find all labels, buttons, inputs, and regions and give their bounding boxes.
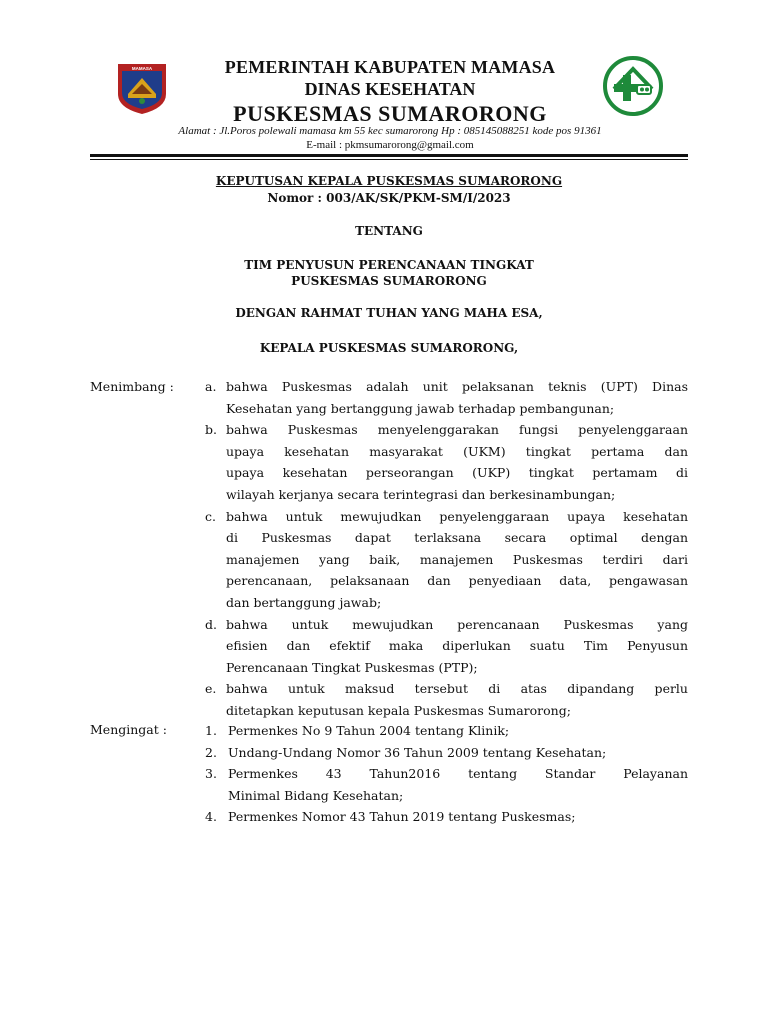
- header-puskesmas: PUSKESMAS SUMARORONG: [233, 101, 547, 126]
- svg-text:MAMASA: MAMASA: [131, 66, 153, 71]
- mengingat-item-line: Undang-Undang Nomor 36 Tahun 2009 tentang Kesehatan;: [228, 744, 607, 760]
- menimbang-marker: a.: [205, 379, 217, 394]
- menimbang-marker: d.: [205, 616, 217, 632]
- menimbang-item-line: Kesehatan yang bertanggung jawab terhadap pembangunan;: [226, 400, 615, 416]
- subject-line-2: PUSKESMAS SUMARORONG: [291, 274, 487, 288]
- mengingat-label: Mengingat :: [90, 722, 167, 737]
- menimbang-item-line: Perencanaan Tingkat Puskesmas (PTP);: [226, 659, 478, 675]
- menimbang-item-line: di Puskesmas dapat terlaksana secara optimal dengan: [226, 530, 688, 546]
- header-rule-thin: [90, 159, 688, 160]
- puskesmas-logo-icon: [602, 55, 664, 117]
- menimbang-marker: c.: [205, 508, 216, 524]
- menimbang-item-line: ditetapkan keputusan kepala Puskesmas Sumarorong;: [226, 703, 571, 718]
- menimbang-item-line: perencanaan, pelaksanaan dan penyediaan data, pengawasan: [226, 573, 688, 589]
- menimbang-item-line: bahwa Puskesmas adalah unit pelaksanan teknis (UPT) Dinas: [226, 379, 688, 394]
- subject-line-1: TIM PENYUSUN PERENCANAAN TINGKAT: [244, 258, 534, 272]
- mengingat-marker: 3.: [205, 766, 217, 782]
- menimbang-item-line: bahwa untuk mewujudkan perencanaan Puskesmas yang: [226, 616, 688, 632]
- mengingat-item-line: Permenkes No 9 Tahun 2004 tentang Klinik;: [228, 723, 510, 738]
- header-government: PEMERINTAH KABUPATEN MAMASA: [224, 57, 556, 77]
- menimbang-item-line: wilayah kerjanya secara terintegrasi dan berkesinambungan;: [226, 487, 616, 502]
- menimbang-item-line: bahwa untuk mewujudkan penyelenggaraan upaya kesehatan: [226, 508, 688, 524]
- decree-title: KEPUTUSAN KEPALA PUSKESMAS SUMARORONG: [215, 174, 563, 188]
- mengingat-marker: 2.: [205, 744, 217, 760]
- menimbang-marker: b.: [205, 422, 217, 438]
- menimbang-item-line: efisien dan efektif maka diperlukan suatu Tim Penyusun: [226, 638, 688, 654]
- blessing-line: DENGAN RAHMAT TUHAN YANG MAHA ESA,: [235, 306, 543, 320]
- menimbang-item-line: upaya kesehatan masyarakat (UKM) tingkat pertama dan: [226, 443, 688, 459]
- menimbang-item-line: bahwa Puskesmas menyelenggarakan fungsi penyelenggaraan: [226, 422, 688, 438]
- about-heading: TENTANG: [355, 224, 423, 238]
- header-address: Alamat : Jl.Poros polewali mamasa km 55 kec sumarorong Hp : 085145088251 kode pos 91361: [178, 125, 602, 137]
- menimbang-marker: e.: [205, 681, 217, 697]
- header-department: DINAS KESEHATAN: [304, 79, 476, 99]
- mengingat-marker: 1.: [205, 723, 217, 738]
- mengingat-item-line: Minimal Bidang Kesehatan;: [228, 787, 404, 803]
- header-rule-thick: [90, 154, 688, 157]
- menimbang-item-line: bahwa untuk maksud tersebut di atas dipandang perlu: [226, 681, 688, 697]
- decree-number: Nomor : 003/AK/SK/PKM-SM/I/2023: [267, 191, 511, 205]
- header-email: E-mail : pkmsumarorong@gmail.com: [306, 139, 474, 151]
- mengingat-item-line: Permenkes Nomor 43 Tahun 2019 tentang Puskesmas;: [228, 809, 576, 825]
- mengingat-item-line: Permenkes 43 Tahun2016 tentang Standar Pelayanan: [228, 766, 688, 782]
- head-line: KEPALA PUSKESMAS SUMARORONG,: [259, 341, 519, 355]
- menimbang-item-line: manajemen yang baik, manajemen Puskesmas terdiri dari: [226, 551, 688, 567]
- menimbang-item-line: upaya kesehatan perseorangan (UKP) tingkat pertamam di: [226, 465, 688, 481]
- menimbang-label: Menimbang :: [90, 379, 174, 394]
- menimbang-item-line: dan bertanggung jawab;: [226, 595, 382, 610]
- mengingat-marker: 4.: [205, 809, 217, 825]
